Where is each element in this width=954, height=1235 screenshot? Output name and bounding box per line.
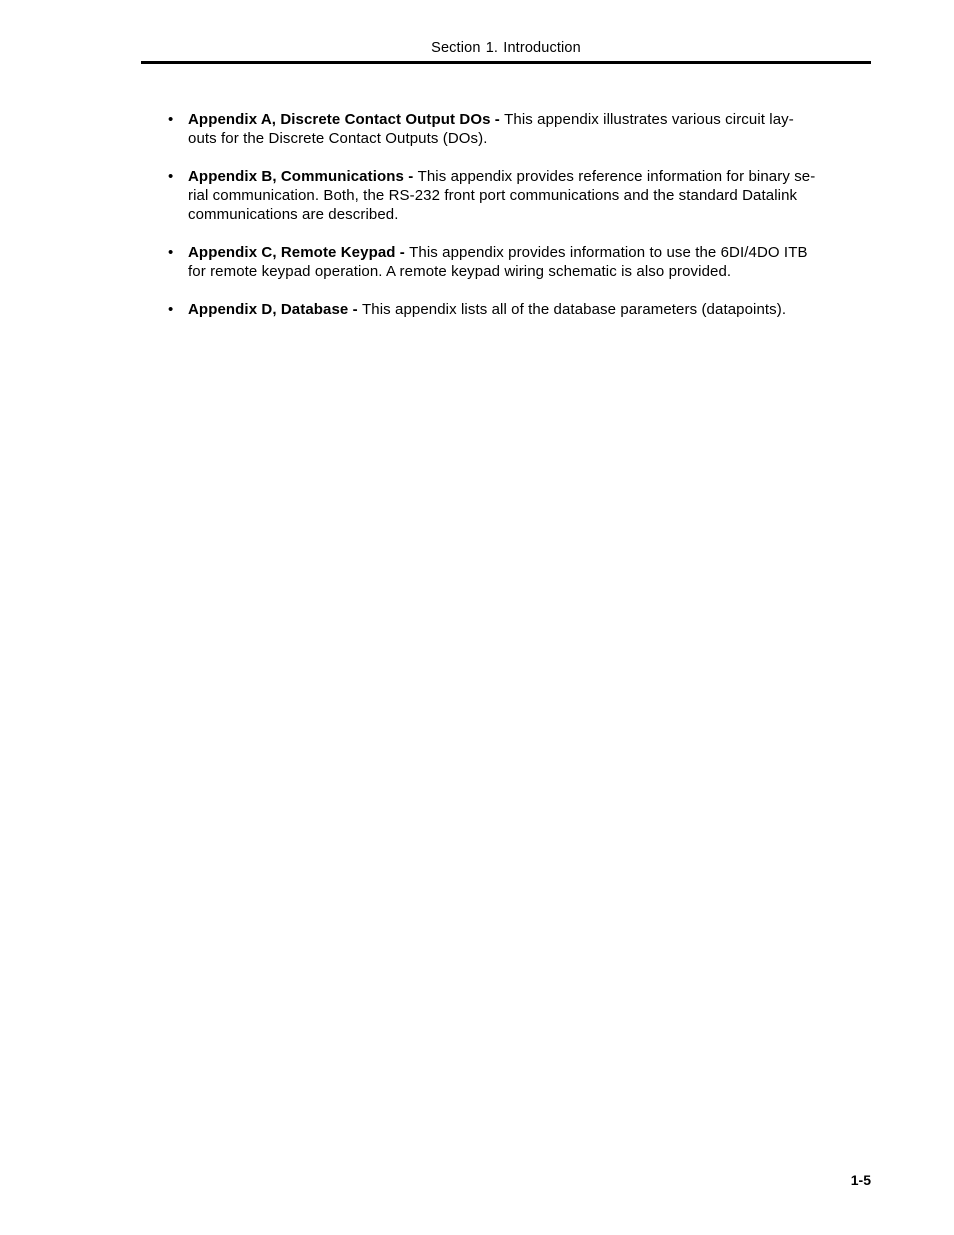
appendix-list: [164, 110, 870, 338]
bullet-icon: •: [168, 168, 174, 185]
list-item-body: [188, 168, 815, 223]
running-header: Section 1. Introduction: [431, 40, 581, 56]
list-item-body: [188, 111, 794, 147]
list-item-appendix-d: [164, 300, 870, 319]
list-item-appendix-a: [164, 110, 870, 148]
list-item-text: This appendix provides reference information for binary se- rial communication. Both, the RS-232 front port communications and the standard Datalink communications are described.: [188, 168, 816, 223]
bullet-icon: •: [168, 111, 174, 128]
list-item-text: This appendix illustrates various circuit lay- outs for the Discrete Contact Outputs (DOs).: [188, 111, 794, 147]
list-item-term: Appendix B, Communications -: [188, 168, 418, 185]
bullet-icon: •: [168, 244, 174, 261]
list-item-term: Appendix A, Discrete Contact Output DOs -: [188, 111, 505, 128]
list-item-text: This appendix provides information to use the 6DI/4DO ITB for remote keypad operation. A remote keypad wiring schematic is also provided.: [188, 244, 808, 280]
page-number: 1-5: [850, 1172, 871, 1188]
list-item-body: [188, 244, 808, 280]
bullet-icon: •: [168, 301, 174, 318]
list-item-term: Appendix D, Database -: [188, 301, 363, 318]
list-item-appendix-b: [164, 167, 870, 224]
list-item-text: This appendix lists all of the database parameters (datapoints).: [362, 301, 787, 318]
list-item-body: [188, 301, 786, 318]
header-rule: [141, 61, 871, 64]
list-item-appendix-c: [164, 243, 870, 281]
list-item-term: Appendix C, Remote Keypad -: [188, 244, 410, 261]
